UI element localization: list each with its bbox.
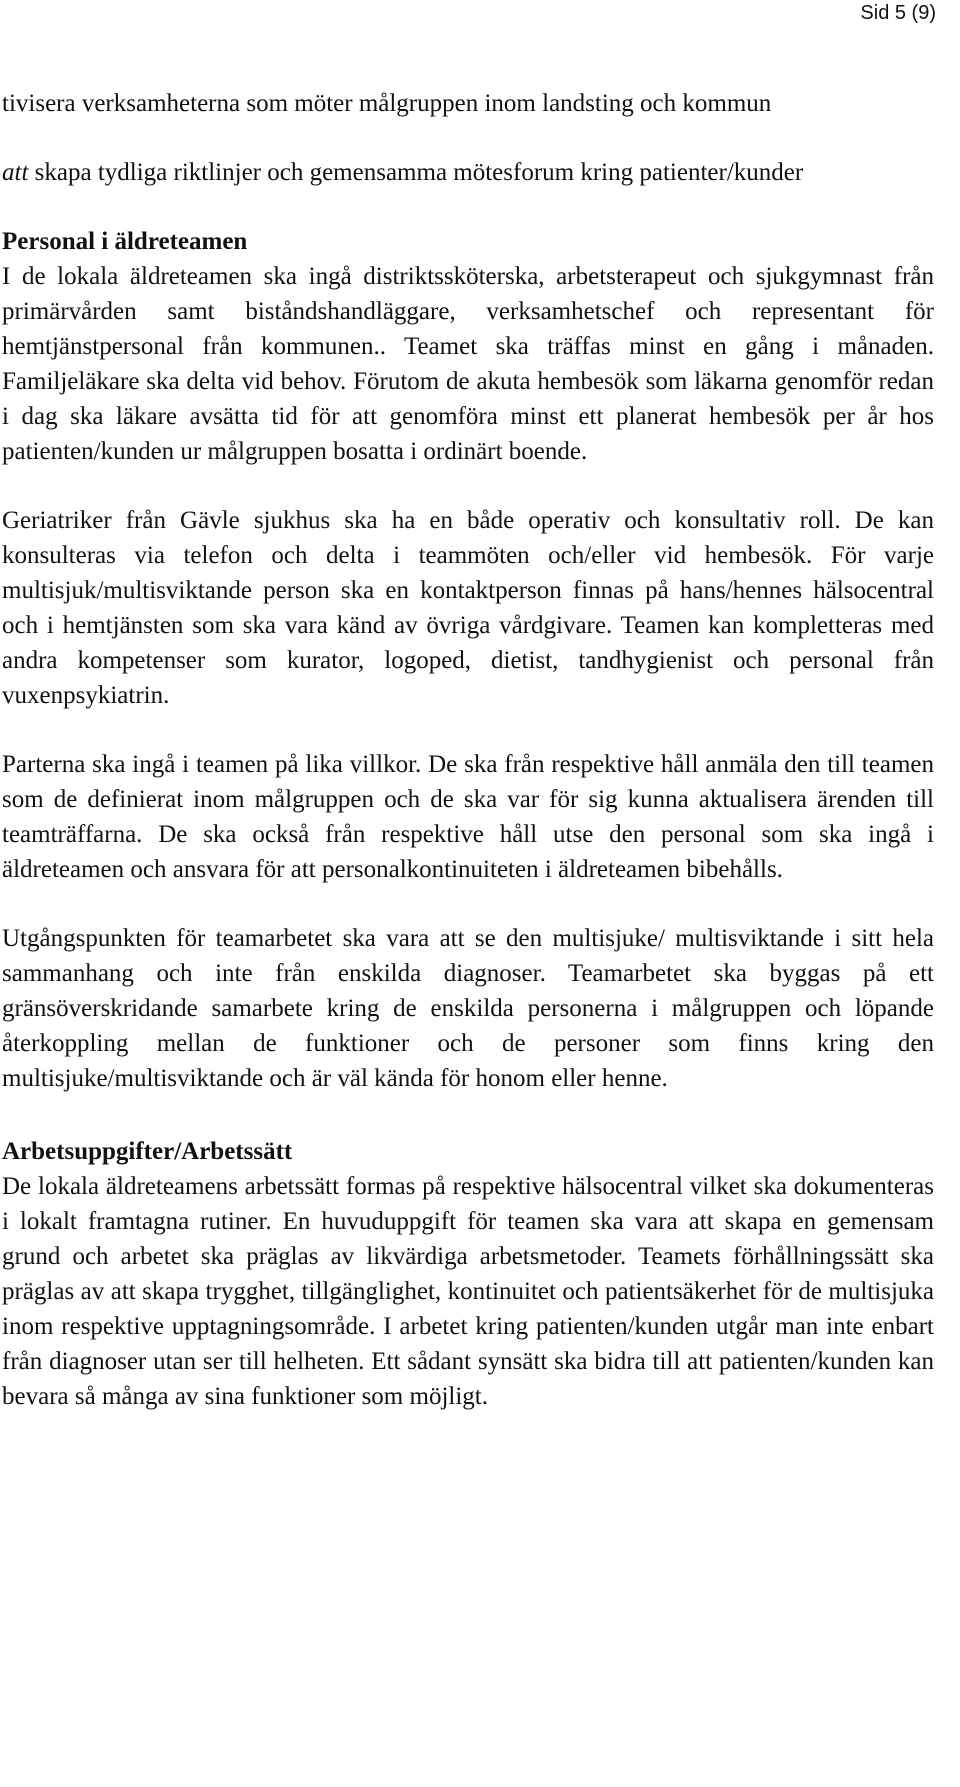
document-body xyxy=(2,86,934,1414)
section-heading-work-methods: Arbetsuppgifter/Arbetssätt xyxy=(2,1138,293,1165)
paragraph-team-members: I de lokala äldreteamen ska ingå distriktssköterska, arbetsterapeut och sjukgymnast från primärvården samt biståndshandläggare, verksamhetschef och representant för hemtjänstpersonal från kommunen.. Teamet ska träffas minst en gång i månaden. Familjeläkare ska delta vid behov. Förutom de akuta hembesök som läkarna genomför redan i dag ska läkare avsätta tid för att genomföra minst ett planerat hembesök per år hos patienten/kunden ur målgruppen bosatta i ordinärt boende. xyxy=(2,263,934,465)
list-item-text: skapa tydliga riktlinjer och gemensamma mötesforum kring patienter/kunder xyxy=(28,159,804,186)
page-number: Sid 5 (9) xyxy=(860,2,936,24)
section-heading-personal: Personal i äldreteamen xyxy=(2,228,248,255)
list-item-continuation: tivisera verksamheterna som möter målgruppen inom landsting och kommun xyxy=(2,90,772,117)
list-item-lead-word: att xyxy=(2,159,29,186)
paragraph-geriatrician: Geriatriker från Gävle sjukhus ska ha en både operativ och konsultativ roll. De kan konsulteras via telefon och delta i teammöten och/eller vid hembesök. För varje multisjuk/multisviktande person ska en kontaktperson finnas på hans/hennes hälsocentral och i hemtjänsten som ska vara känd av övriga vårdgivare. Teamen kan kompletteras med andra kompetenser som kurator, logoped, dietist, tandhygienist och personal från vuxenpsykiatrin. xyxy=(2,507,934,709)
paragraph-work-methods: De lokala äldreteamens arbetssätt formas på respektive hälsocentral vilket ska dokumenteras i lokalt framtagna rutiner. En huvuduppgift för teamen ska vara att skapa en gemensam grund och arbetet ska präglas av likvärdiga arbetsmetoder. Teamets förhållningssätt ska präglas av att skapa trygghet, tillgänglighet, kontinuitet och patientsäkerhet för de multisjuka inom respektive upptagningsområde. I arbetet kring patienten/kunden utgår man inte enbart från diagnoser utan ser till helheten. Ett sådant synsätt ska bidra till att patienten/kunden kan bevara så många av sina funktioner som möjligt. xyxy=(2,1173,934,1410)
paragraph-starting-point: Utgångspunkten för teamarbetet ska vara att se den multisjuke/ multisviktande i sitt hela sammanhang och inte från enskilda diagnoser. Teamarbetet ska byggas på ett gränsöverskridande samarbete kring de enskilda personerna i målgruppen och löpande återkoppling mellan de funktioner och de personer som finns kring den multisjuke/multisviktande och är väl kända för honom eller henne. xyxy=(2,925,934,1092)
list-item xyxy=(2,155,934,190)
paragraph-parties: Parterna ska ingå i teamen på lika villkor. De ska från respektive håll anmäla den till teamen som de definierat inom målgruppen och de ska var för sig kunna aktualisera ärenden till teamträffarna. De ska också från respektive håll utse den personal som ska ingå i äldreteamen och ansvara för att personalkontinuiteten i äldreteamen bibehålls. xyxy=(2,751,934,883)
